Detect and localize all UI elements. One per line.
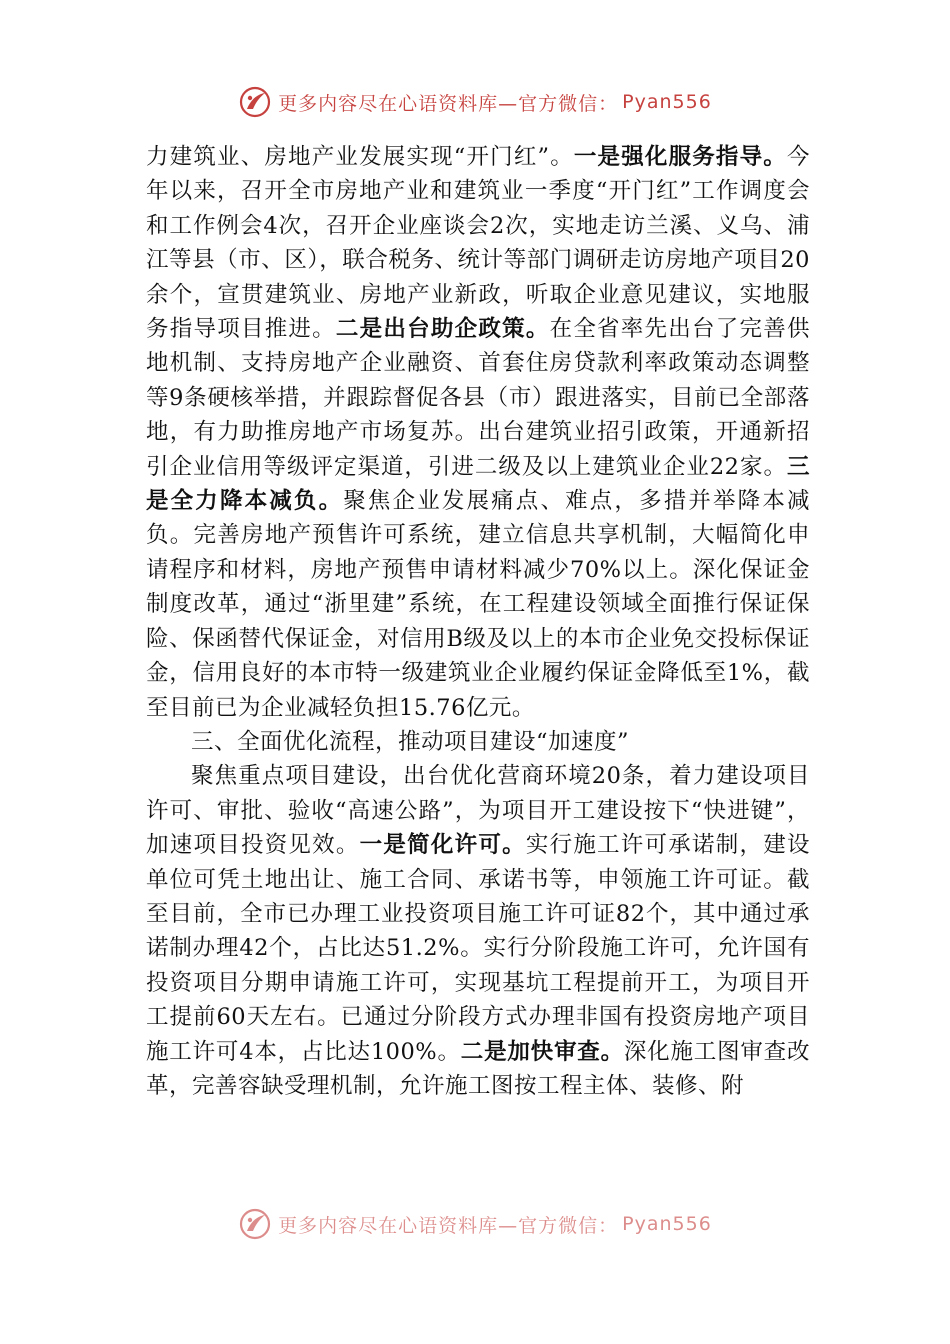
p1-bold-1: 一是强化服务指导。 bbox=[573, 144, 787, 170]
watermark-wechat-id: Pyan556 bbox=[622, 1213, 712, 1235]
paragraph-1 bbox=[146, 140, 810, 725]
p1-bold-3: 三是全力降本减负。 bbox=[146, 453, 810, 515]
p1-bold-2: 二是出台助企政策。 bbox=[335, 316, 550, 343]
document-body bbox=[146, 140, 810, 1103]
brush-logo-icon bbox=[238, 1207, 272, 1241]
p2-bold-1: 一是简化许可。 bbox=[359, 832, 526, 859]
watermark-text: 更多内容尽在心语资料库—官方微信： bbox=[278, 1214, 619, 1237]
p2-text-1: 聚焦重点项目建设，出台优化营商环境20条，着力建设项目许可、审批、验收“高速公路”，为项目开工建设按下“快进键”，加速项目投资见效。 bbox=[146, 763, 810, 859]
watermark-banner-top bbox=[0, 82, 950, 122]
section-heading-3: 三、全面优化流程，推动项目建设“加速度” bbox=[191, 728, 630, 755]
p2-bold-2: 二是加快审查。 bbox=[460, 1038, 624, 1065]
watermark-text: 更多内容尽在心语资料库—官方微信： bbox=[278, 92, 619, 115]
p1-text-4: 聚焦企业发展痛点、难点，多措并举降本减负。完善房地产预售许可系统，建立信息共享机制，大幅简化申请程序和材料，房地产预售申请材料减少70%以上。深化保证金制度改革，通过“浙里建”系统，在工程建设领域全面推行保证保险、保函替代保证金，对信用B级及以上的本市企业免交投标保证金，信用良好的本市特一级建筑业企业履约保证金降低至1%，截至目前已为企业减轻负担15.76亿元。 bbox=[146, 488, 810, 721]
watermark-wechat-id: Pyan556 bbox=[622, 91, 712, 113]
p1-text-1: 力建筑业、房地产业发展实现“开门红”。 bbox=[146, 144, 574, 170]
p2-text-3: 深化施工图审查改革，完善容缺受理机制，允许施工图按工程主体、装修、附 bbox=[146, 1038, 810, 1099]
p2-text-2: 实行施工许可承诺制，建设单位可凭土地出让、施工合同、承诺书等，申领施工许可证。截至目前，全市已办理工业投资项目施工许可证82个，其中通过承诺制办理42个，占比达51.2%。实行分阶段施工许可，允许国有投资项目分期申请施工许可，实现基坑工程提前开工，为项目开工提前60天左右。已通过分阶段方式办理非国有投资房地产项目施工许可4本，占比达100%。 bbox=[146, 832, 810, 1065]
watermark-banner-bottom bbox=[0, 1204, 950, 1244]
p1-text-3: 在全省率先出台了完善供地机制、支持房地产企业融资、首套住房贷款利率政策动态调整等9条硬核举措，并跟踪督促各县（市）跟进落实，目前已全部落地，有力助推房地产市场复苏。出台建筑业招引政策，开通新招引企业信用等级评定渠道，引进二级及以上建筑业企业22家。 bbox=[146, 316, 810, 480]
paragraph-2 bbox=[146, 759, 810, 1103]
brush-logo-icon bbox=[238, 85, 272, 119]
p1-text-2: 今年以来，召开全市房地产业和建筑业一季度“开门红”工作调度会和工作例会4次，召开企业座谈会2次，实地走访兰溪、义乌、浦江等县（市、区），联合税务、统计等部门调研走访房地产项目20余个，宣贯建筑业、房地产业新政，听取企业意见建议，实地服务指导项目推进。 bbox=[146, 144, 810, 343]
